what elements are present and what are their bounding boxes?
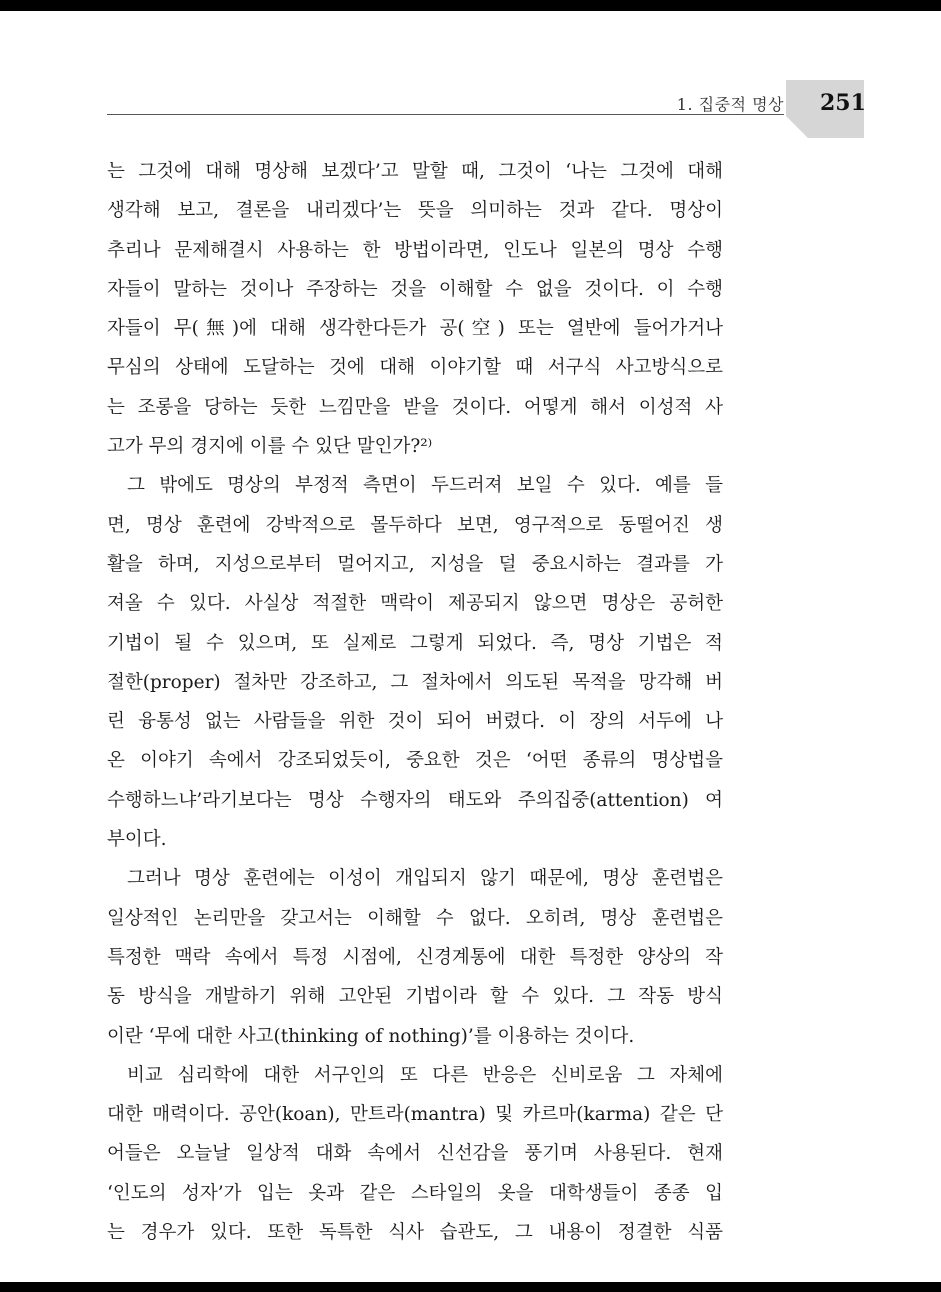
running-title: 1. 집중적 명상 (676, 95, 784, 114)
text-line: 대한 매력이다. 공안(koan), 만트라(mantra) 및 카르마(karma) 같은 단 (107, 1104, 723, 1126)
text-line: 면, 명상 훈련에 강박적으로 몰두하다 보면, 영구적으로 동떨어진 생 (107, 514, 723, 536)
text-line: 온 이야기 속에서 강조되었듯이, 중요한 것은 ‘어떤 종류의 명상법을 (107, 750, 723, 772)
text-line: 이란 ‘무에 대한 사고(thinking of nothing)’를 이용하는 것이다. (107, 1025, 635, 1047)
text-line: 는 그것에 대해 명상해 보겠다’고 말할 때, 그것이 ‘나는 그것에 대해 (107, 161, 723, 182)
text-line: 는 경우가 있다. 또한 독특한 식사 습관도, 그 내용이 정결한 식품 (107, 1222, 723, 1244)
text-line: 그 밖에도 명상의 부정적 측면이 두드러져 보일 수 있다. 예를 들 (127, 475, 723, 497)
text-line: 특정한 맥락 속에서 특정 시점에, 신경계통에 대한 특정한 양상의 작 (107, 946, 723, 968)
text-line: 수행하느냐’라기보다는 명상 수행자의 태도와 주의집중(attention) 여 (107, 789, 723, 811)
text-line: 동 방식을 개발하기 위해 고안된 기법이라 할 수 있다. 그 작동 방식 (107, 986, 723, 1008)
top-border (0, 0, 941, 11)
body-text (107, 152, 723, 1252)
text-line: 어들은 오늘날 일상적 대화 속에서 신선감을 풍기며 사용된다. 현재 (107, 1143, 723, 1165)
text-line: 는 조롱을 당하는 듯한 느낌만을 받을 것이다. 어떻게 해서 이성적 사 (107, 396, 723, 418)
page-number: 251 (820, 90, 866, 116)
text-line: 린 융통성 없는 사람들을 위한 것이 되어 버렸다. 이 장의 서두에 나 (107, 711, 723, 733)
text-line: 자들이 무(無)에 대해 생각한다든가 공(空) 또는 열반에 들어가거나 (107, 318, 723, 340)
text-line: 무심의 상태에 도달하는 것에 대해 이야기할 때 서구식 사고방식으로 (107, 357, 723, 379)
text-line: 절한(proper) 절차만 강조하고, 그 절차에서 의도된 목적을 망각해 버 (107, 671, 723, 693)
text-line: 생각해 보고, 결론을 내리겠다’는 뜻을 의미하는 것과 같다. 명상이 (107, 200, 723, 222)
text-line: 비교 심리학에 대한 서구인의 또 다른 반응은 신비로움 그 자체에 (127, 1064, 723, 1086)
text-line: 일상적인 논리만을 갖고서는 이해할 수 없다. 오히려, 명상 훈련법은 (107, 907, 723, 929)
header-rule (107, 114, 784, 115)
text-line: 자들이 말하는 것이나 주장하는 것을 이해할 수 없을 것이다. 이 수행 (107, 278, 723, 300)
text-line: 추리나 문제해결시 사용하는 한 방법이라면, 인도나 일본의 명상 수행 (107, 239, 723, 261)
text-line: 고가 무의 경지에 이를 수 있단 말인가?²⁾ (107, 436, 433, 458)
text-line: 그러나 명상 훈련에는 이성이 개입되지 않기 때문에, 명상 훈련법은 (127, 868, 723, 890)
text-line: 기법이 될 수 있으며, 또 실제로 그렇게 되었다. 즉, 명상 기법은 적 (107, 632, 723, 654)
text-line: 활을 하며, 지성으로부터 멀어지고, 지성을 덜 중요시하는 결과를 가 (107, 553, 723, 575)
text-line: ‘인도의 성자’가 입는 옷과 같은 스타일의 옷을 대학생들이 종종 입 (107, 1182, 723, 1204)
bottom-border (0, 1282, 941, 1292)
text-line: 부이다. (107, 829, 167, 851)
text-line: 져올 수 있다. 사실상 적절한 맥락이 제공되지 않으면 명상은 공허한 (107, 593, 723, 615)
